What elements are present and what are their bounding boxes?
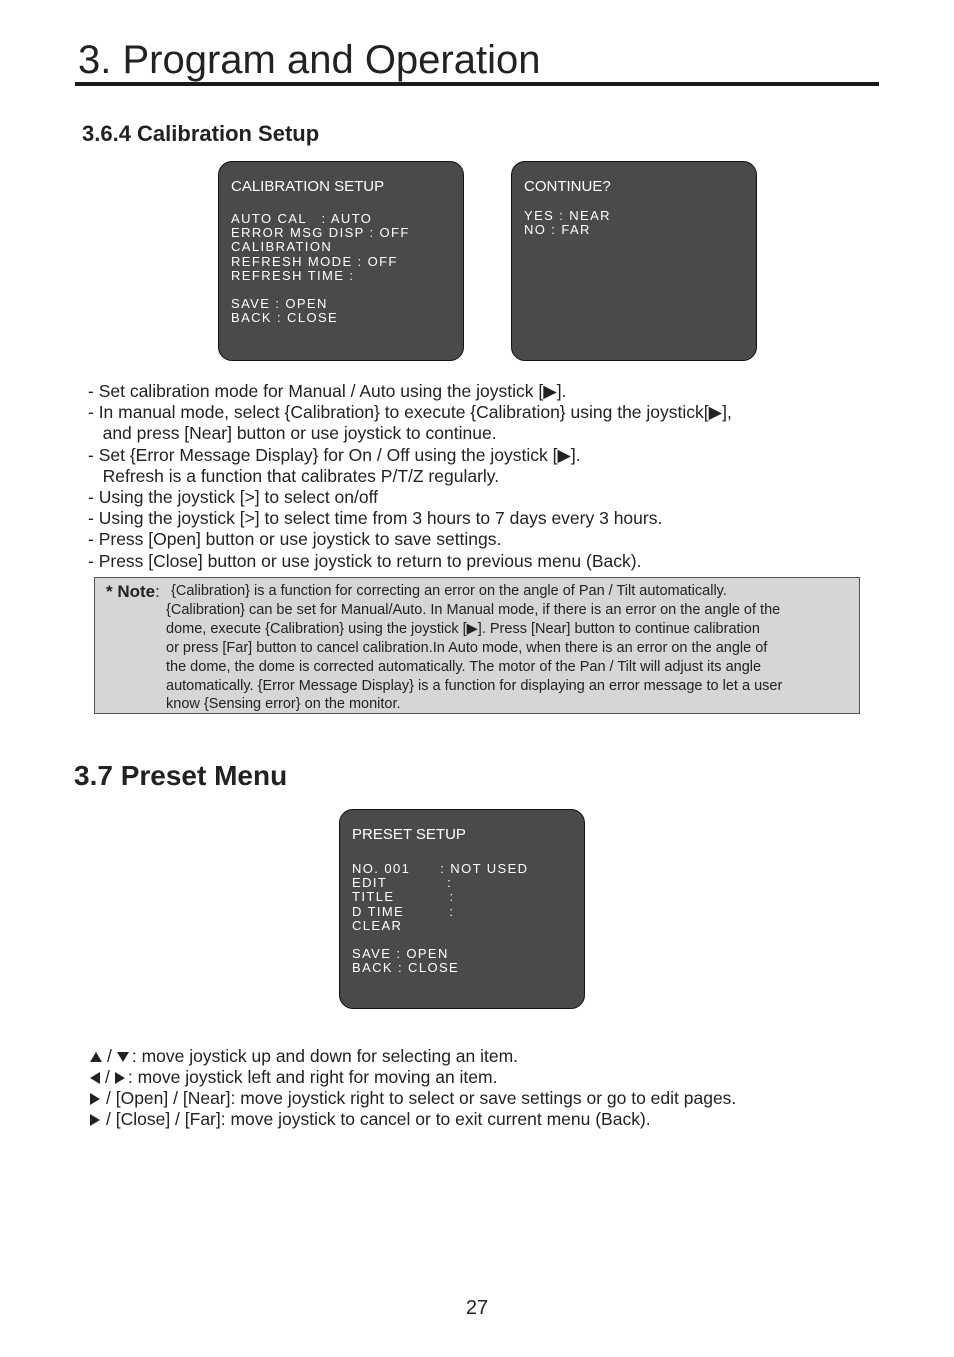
- note-label: * Note:: [106, 582, 160, 601]
- osd-line-no: NO : FAR: [524, 222, 591, 238]
- note-box: [94, 577, 860, 714]
- key-legend-text: / [Open] / [Near]: move joystick right to select or save settings or go to edit pages.: [106, 1088, 737, 1108]
- note-line: {Calibration} is a function for correcting an error on the angle of Pan / Tilt automatically.: [171, 583, 727, 599]
- instruction-line: and press [Near] button or use joystick to continue.: [88, 423, 497, 444]
- key-legend-row: [90, 1109, 736, 1130]
- preset-setup-osd: [339, 809, 585, 1009]
- chapter-divider: [75, 82, 879, 86]
- note-line: know {Sensing error} on the monitor.: [166, 696, 401, 713]
- note-line: automatically. {Error Message Display} is a function for displaying an error message to let a user: [166, 677, 783, 694]
- osd-line-clear: CLEAR: [352, 917, 403, 933]
- osd-line-save: SAVE : OPEN: [352, 946, 449, 962]
- osd-line-refresh-time: REFRESH TIME :: [231, 267, 355, 283]
- instruction-line: - Set {Error Message Display} for On / Off using the joystick [▶].: [88, 444, 581, 465]
- key-legend-text: / [Close] / [Far]: move joystick to cancel or to exit current menu (Back).: [106, 1109, 651, 1129]
- chapter-title: 3. Program and Operation: [78, 38, 541, 82]
- page-number: 27: [465, 1297, 489, 1319]
- instruction-line: - Press [Open] button or use joystick to save settings.: [88, 529, 502, 550]
- instruction-line: - In manual mode, select {Calibration} to execute {Calibration} using the joystick[▶],: [88, 402, 732, 423]
- key-legend-row: [90, 1088, 736, 1109]
- calibration-setup-osd: [218, 161, 464, 361]
- instruction-line: Refresh is a function that calibrates P/T/Z regularly.: [88, 465, 500, 486]
- key-legend-text: : move joystick left and right for moving an item.: [127, 1067, 498, 1087]
- arrow-down-icon: [117, 1052, 129, 1062]
- note-line: {Calibration} can be set for Manual/Auto. In Manual mode, if there is an error on the angle of the: [166, 601, 781, 618]
- osd-line-back: BACK : CLOSE: [352, 960, 460, 976]
- osd-line-auto-cal: AUTO CAL : AUTO: [231, 211, 373, 226]
- note-line: dome, execute {Calibration} using the joystick [▶]. Press [Near] button to continue calibration: [166, 620, 760, 637]
- osd-line-yes: YES : NEAR: [524, 208, 611, 223]
- note-text: [166, 582, 782, 714]
- calibration-instructions: [88, 381, 732, 572]
- osd-line-calibration: CALIBRATION: [231, 239, 333, 255]
- osd-line-number: NO. 001 : NOT USED: [352, 861, 529, 876]
- preset-heading: 3.7 Preset Menu: [74, 760, 288, 791]
- continue-osd: [511, 161, 757, 361]
- arrow-up-icon: [90, 1052, 102, 1062]
- key-legend-row: / : move joystick up and down for selecting an item.: [90, 1046, 736, 1067]
- instruction-line: - Set calibration mode for Manual / Auto using the joystick [▶].: [88, 381, 567, 401]
- note-line: the dome, the dome is corrected automatically. The motor of the Pan / Tilt will adjust its angle: [166, 658, 762, 675]
- note-line: or press [Far] button to cancel calibration.In Auto mode, when there is an error on the angle of: [166, 639, 768, 656]
- osd-line-error-msg: ERROR MSG DISP : OFF: [231, 225, 410, 241]
- instruction-line: - Using the joystick [>] to select time from 3 hours to 7 days every 3 hours.: [88, 508, 663, 529]
- calibration-heading: 3.6.4 Calibration Setup: [82, 121, 320, 146]
- arrow-left-icon: [90, 1072, 100, 1084]
- osd-title: PRESET SETUP: [352, 826, 466, 843]
- osd-line-edit: EDIT :: [352, 875, 453, 891]
- osd-title: CONTINUE?: [524, 178, 611, 195]
- arrow-right-icon: [115, 1072, 125, 1084]
- osd-title: CALIBRATION SETUP: [231, 178, 385, 195]
- instruction-line: - Press [Close] button or use joystick to return to previous menu (Back).: [88, 550, 642, 571]
- key-legend-row: / : move joystick left and right for moving an item.: [90, 1067, 736, 1088]
- key-legend-text: : move joystick up and down for selecting an item.: [131, 1046, 519, 1066]
- osd-line-save: SAVE : OPEN: [231, 296, 328, 312]
- arrow-right-icon: [90, 1114, 100, 1126]
- osd-line-dtime: D TIME :: [352, 903, 455, 919]
- preset-key-legend: [90, 1046, 736, 1130]
- osd-line-title: TITLE :: [352, 889, 455, 905]
- osd-line-refresh-mode: REFRESH MODE : OFF: [231, 253, 398, 269]
- instruction-line: - Using the joystick [>] to select on/off: [88, 487, 379, 508]
- arrow-right-icon: [90, 1093, 100, 1105]
- osd-line-back: BACK : CLOSE: [231, 310, 339, 326]
